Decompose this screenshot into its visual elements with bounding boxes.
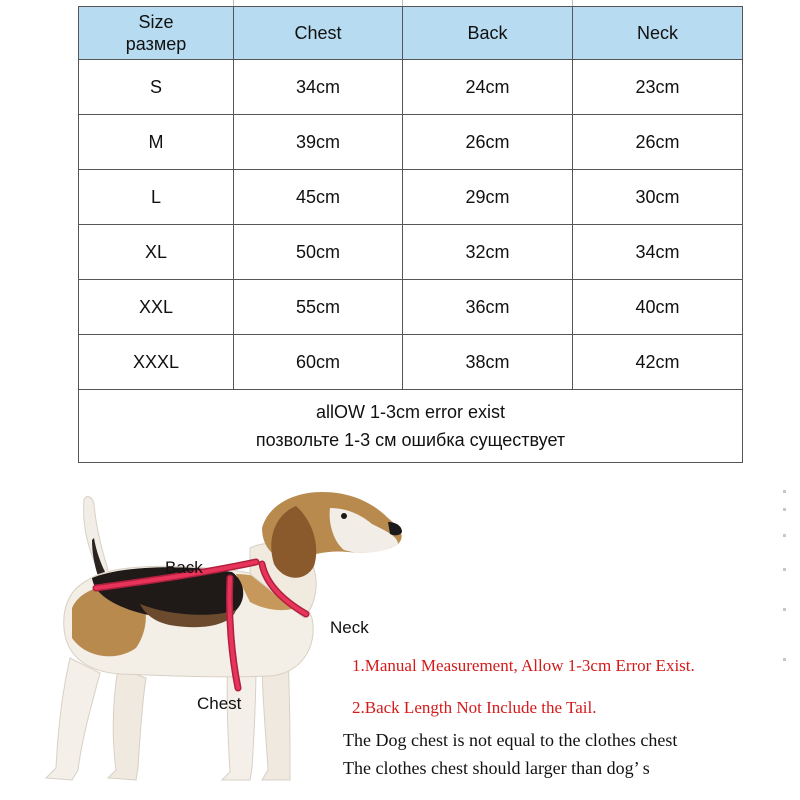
chest-note-line1: The Dog chest is not equal to the clothes chest — [343, 730, 678, 750]
header-chest: Chest — [234, 7, 403, 60]
error-note-ru: позвольте 1-3 см ошибка существует — [255, 430, 566, 450]
header-neck: Neck — [573, 7, 743, 60]
measurement-diagram — [0, 478, 800, 800]
table-header-row — [79, 7, 743, 60]
cell-neck: 23cm — [573, 60, 743, 115]
note-measurement: 1.Manual Measurement, Allow 1-3cm Error Exist. — [352, 656, 695, 675]
chest-label: Chest — [197, 694, 242, 713]
cell-size: XXXL — [79, 335, 234, 390]
cell-size: L — [79, 170, 234, 225]
table-row — [79, 170, 743, 225]
cell-size: XL — [79, 225, 234, 280]
header-size — [79, 7, 234, 60]
cell-chest: 50cm — [234, 225, 403, 280]
cell-back: 29cm — [403, 170, 573, 225]
cell-size: M — [79, 115, 234, 170]
table-row — [79, 115, 743, 170]
header-size-en: Size — [138, 12, 174, 32]
cell-chest: 55cm — [234, 280, 403, 335]
cell-neck: 34cm — [573, 225, 743, 280]
size-chart-table — [78, 6, 743, 463]
cell-neck: 26cm — [573, 115, 743, 170]
cell-neck: 42cm — [573, 335, 743, 390]
cell-chest: 34cm — [234, 60, 403, 115]
error-note-cell — [79, 390, 743, 463]
cell-neck: 30cm — [573, 170, 743, 225]
dog-illustration — [0, 478, 800, 800]
note-back-length: 2.Back Length Not Include the Tail. — [352, 698, 597, 717]
cell-size: S — [79, 60, 234, 115]
cell-back: 32cm — [403, 225, 573, 280]
cell-neck: 40cm — [573, 280, 743, 335]
error-note-en: allOW 1-3cm error exist — [315, 402, 506, 422]
table-row — [79, 280, 743, 335]
header-size-ru: размер — [125, 34, 187, 54]
table-note-row — [79, 390, 743, 463]
cell-chest: 60cm — [234, 335, 403, 390]
neck-label: Neck — [330, 618, 369, 637]
cell-back: 36cm — [403, 280, 573, 335]
cell-chest: 39cm — [234, 115, 403, 170]
table-row — [79, 225, 743, 280]
cell-back: 38cm — [403, 335, 573, 390]
chest-note-line2: The clothes chest should larger than dog’ s — [343, 758, 650, 778]
cell-chest: 45cm — [234, 170, 403, 225]
cell-back: 24cm — [403, 60, 573, 115]
cell-size: XXL — [79, 280, 234, 335]
back-label: Back — [165, 558, 203, 577]
table-row — [79, 60, 743, 115]
cell-back: 26cm — [403, 115, 573, 170]
header-back: Back — [403, 7, 573, 60]
table-row — [79, 335, 743, 390]
